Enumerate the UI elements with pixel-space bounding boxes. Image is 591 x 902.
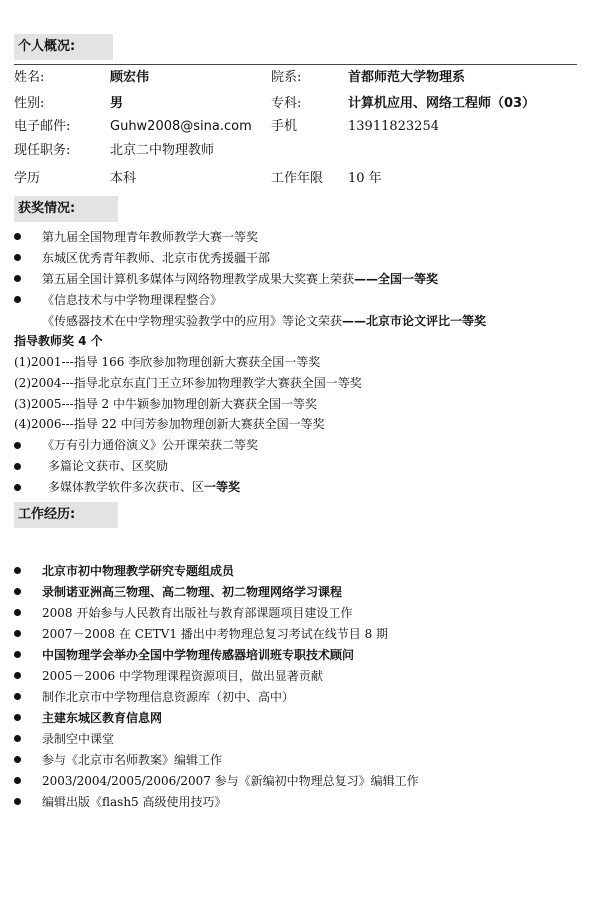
award-item: 《信息技术与中学物理课程整合》 <box>42 293 223 307</box>
bullet-icon <box>14 567 21 574</box>
award-item: 《万有引力通俗演义》公开课荣获二等奖 <box>42 438 259 452</box>
job-label: 现任职务: <box>14 143 71 158</box>
award-item <box>42 271 438 287</box>
bullet-icon <box>14 254 21 261</box>
award-item-continuation <box>42 313 486 329</box>
major-label: 专科: <box>271 96 302 111</box>
bullet-icon <box>14 693 21 700</box>
work-item: 中国物理学会举办全国中学物理传感器培训班专职技术顾问 <box>42 648 355 662</box>
work-item: 参与《北京市名师教案》编辑工作 <box>42 753 223 767</box>
name-label: 姓名: <box>14 70 45 85</box>
work-item: 北京市初中物理教学研究专题组成员 <box>42 564 235 578</box>
bullet-icon <box>14 672 21 679</box>
guide-awards-title: 指导教师奖 4 个 <box>14 334 103 348</box>
bullet-icon <box>14 588 21 595</box>
guide-award-item: (2)2004---指导北京东直门王立环参加物理教学大赛获全国一等奖 <box>14 376 362 390</box>
guide-award-item: (3)2005---指导 2 中牛颖参加物理创新大赛获全国一等奖 <box>14 397 317 411</box>
award-emphasis: 一等奖 <box>204 480 241 494</box>
bullet-icon <box>14 609 21 616</box>
award-text: 《传感器技术在中学物理实验教学中的应用》等论文荣获 <box>42 314 343 328</box>
work-item: 编辑出版《flash5 高级使用技巧》 <box>42 795 227 809</box>
bullet-icon <box>14 714 21 721</box>
bullet-icon <box>14 296 21 303</box>
divider-line <box>14 64 577 65</box>
dept-label: 院系: <box>271 70 302 85</box>
bullet-icon <box>14 484 21 491</box>
guide-award-item: (1)2001---指导 166 李欣参加物理创新大赛获全国一等奖 <box>14 355 321 369</box>
bullet-icon <box>14 233 21 240</box>
work-item: 2007－2008 在 CETV1 播出中考物理总复习考试在线节目 8 期 <box>42 627 389 641</box>
bullet-icon <box>14 735 21 742</box>
work-item: 2005－2006 中学物理课程资源项目，做出显著贡献 <box>42 669 323 683</box>
award-text: 第五届全国计算机多媒体与网络物理教学成果大奖赛上荣获 <box>42 272 355 286</box>
award-text: 多媒体教学软件多次获市、区 <box>48 480 205 494</box>
award-item <box>48 479 240 495</box>
bullet-icon <box>14 651 21 658</box>
bullet-icon <box>14 630 21 637</box>
work-item: 录制诺亚洲高三物理、高二物理、初二物理网络学习课程 <box>42 585 343 599</box>
bullet-icon <box>14 756 21 763</box>
award-item: 东城区优秀青年教师、北京市优秀援疆干部 <box>42 251 271 265</box>
phone-value: 13911823254 <box>348 119 439 134</box>
years-value: 10 年 <box>348 171 382 186</box>
section-heading-work: 工作经历: <box>14 502 118 528</box>
work-item: 制作北京市中学物理信息资源库（初中、高中） <box>42 690 295 704</box>
award-item: 第九届全国物理青年教师教学大赛一等奖 <box>42 230 259 244</box>
work-item: 主建东城区教育信息网 <box>42 711 163 725</box>
email-value: Guhw2008@sina.com <box>110 119 252 134</box>
email-label: 电子邮件: <box>14 119 71 134</box>
guide-award-item: (4)2006---指导 22 中闫芳参加物理创新大赛获全国一等奖 <box>14 417 325 431</box>
name-value: 顾宏伟 <box>110 70 150 85</box>
award-emphasis: ——全国一等奖 <box>354 272 439 286</box>
bullet-icon <box>14 275 21 282</box>
section-heading-awards: 获奖情况: <box>14 196 118 222</box>
education-label: 学历 <box>14 171 41 186</box>
gender-label: 性别: <box>14 96 45 111</box>
job-value: 北京二中物理教师 <box>110 143 215 158</box>
work-item: 录制空中课堂 <box>42 732 115 746</box>
bullet-icon <box>14 442 21 449</box>
bullet-icon <box>14 777 21 784</box>
years-label: 工作年限 <box>271 171 324 186</box>
award-item: 多篇论文获市、区奖励 <box>48 459 169 473</box>
major-value: 计算机应用、网络工程师（03） <box>348 96 536 111</box>
bullet-icon <box>14 463 21 470</box>
section-heading-profile: 个人概况: <box>14 34 113 60</box>
dept-value: 首都师范大学物理系 <box>348 70 466 85</box>
education-value: 本科 <box>110 171 137 186</box>
phone-label: 手机 <box>271 119 298 134</box>
work-item: 2003/2004/2005/2006/2007 参与《新编初中物理总复习》编辑工作 <box>42 774 419 788</box>
work-item: 2008 开始参与人民教育出版社与教育部课题项目建设工作 <box>42 606 353 620</box>
gender-value: 男 <box>110 96 124 111</box>
award-emphasis: ——北京市论文评比一等奖 <box>342 314 487 328</box>
bullet-icon <box>14 798 21 805</box>
